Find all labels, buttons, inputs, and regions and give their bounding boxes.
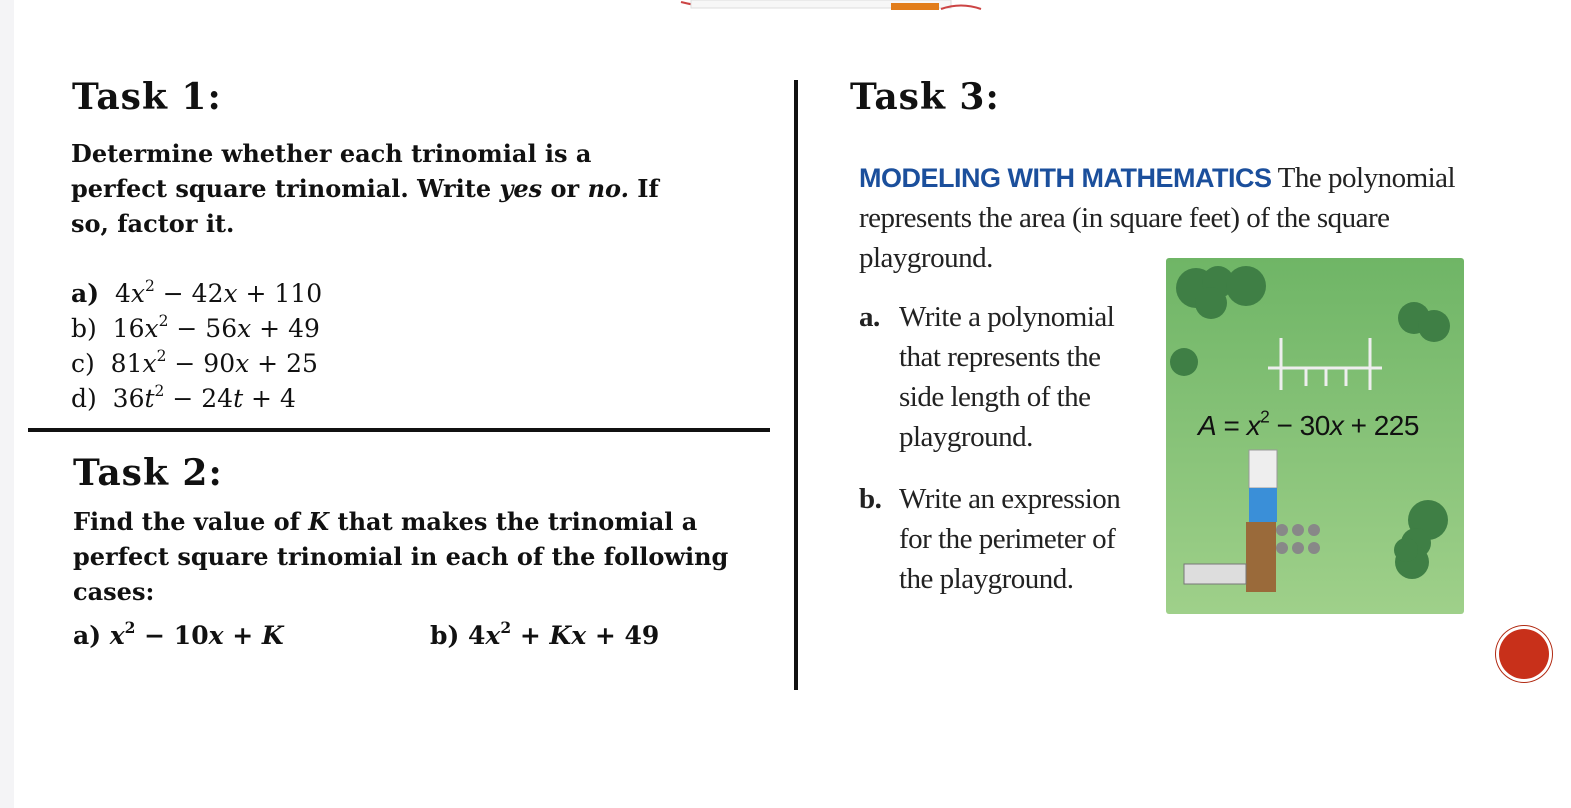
var: x	[130, 279, 145, 308]
item-label: b)	[71, 314, 97, 343]
area-term: − 30	[1269, 410, 1330, 441]
part-b-line: the playground.	[899, 563, 1074, 595]
task1-instr-line2	[71, 171, 771, 206]
task1-instr-line3: so, factor it.	[71, 209, 235, 238]
var: x	[208, 621, 224, 650]
coef: 4	[459, 621, 486, 650]
coef: 16	[112, 314, 145, 343]
exponent: 2	[156, 346, 167, 365]
term: + 25	[249, 349, 318, 378]
var: x	[571, 621, 587, 650]
task2-case-b	[430, 618, 659, 653]
part-b-line: Write an expression	[899, 483, 1121, 515]
task1-instr-yes: yes	[499, 174, 543, 203]
slide	[14, 0, 1571, 808]
area-eq: =	[1216, 410, 1247, 441]
var: x	[223, 279, 238, 308]
var: t	[144, 384, 155, 413]
var-K: K	[261, 621, 284, 650]
area-term: + 225	[1343, 410, 1419, 441]
horizontal-divider	[28, 428, 770, 432]
task1-item-a	[71, 276, 322, 311]
task3-intro-line1	[859, 158, 1459, 198]
task1-item-d	[71, 381, 296, 416]
exponent: 2	[500, 617, 512, 637]
coef: 36	[112, 384, 145, 413]
task2-case-a	[73, 618, 284, 653]
coef: 81	[110, 349, 143, 378]
exponent: 2	[144, 276, 155, 295]
term: + 49	[251, 314, 320, 343]
task1-title: Task 1:	[72, 76, 222, 118]
part-a-line: that represents the	[899, 341, 1101, 373]
task1-item-b	[71, 311, 320, 346]
area-A: A	[1198, 410, 1217, 441]
exponent: 2	[158, 311, 169, 330]
task2-title: Task 2:	[73, 452, 223, 494]
var-K: K	[549, 621, 572, 650]
task2-text: Find the value of	[73, 507, 309, 536]
term: + 4	[243, 384, 296, 413]
term: − 56	[168, 314, 238, 343]
task2-line1	[73, 504, 793, 539]
task1-instr-text: perfect square trinomial. Write	[71, 174, 500, 203]
vertical-divider	[794, 80, 798, 690]
task2-K: K	[308, 507, 330, 536]
item-label: a)	[71, 279, 100, 308]
task1-instructions	[71, 136, 771, 241]
task3-intro-line3: playground.	[859, 242, 993, 274]
exponent: 2	[124, 617, 136, 637]
var: t	[233, 384, 244, 413]
part-a-line: Write a polynomial	[899, 301, 1115, 333]
var: x	[109, 621, 125, 650]
term: − 90	[166, 349, 236, 378]
case-label: a)	[73, 621, 102, 650]
slide-navigation-button[interactable]	[1496, 626, 1552, 682]
task3-intro-text: The polynomial	[1271, 162, 1456, 194]
task3-title: Task 3:	[850, 76, 1000, 118]
part-a-text	[899, 297, 1114, 457]
area-formula-label	[1198, 406, 1419, 442]
var: x	[485, 621, 501, 650]
task1-instr-line1: Determine whether each trinomial is a	[71, 139, 592, 168]
task2-text: that makes the trinomial a	[329, 507, 698, 536]
area-x: x	[1246, 410, 1261, 441]
case-label: b)	[430, 621, 460, 650]
part-a-line: playground.	[899, 421, 1033, 453]
item-label: c)	[71, 349, 95, 378]
term: +	[223, 621, 262, 650]
task2-instructions	[73, 504, 793, 609]
term: +	[511, 621, 550, 650]
part-b-text	[899, 479, 1120, 599]
var: x	[237, 314, 252, 343]
coef: 4	[114, 279, 131, 308]
top-ornament-graphic	[671, 0, 983, 10]
term: + 110	[237, 279, 323, 308]
task2-line2: perfect square trinomial in each of the following	[73, 542, 729, 571]
term: − 42	[154, 279, 224, 308]
var: x	[144, 314, 159, 343]
area-x: x	[1329, 410, 1344, 441]
modeling-heading: MODELING WITH MATHEMATICS	[859, 163, 1272, 193]
item-label: d)	[71, 384, 97, 413]
area-exponent: 2	[1260, 406, 1270, 427]
term: − 24	[164, 384, 234, 413]
var: x	[142, 349, 157, 378]
part-a-label: a.	[859, 301, 880, 333]
task3-intro-line2: represents the area (in square feet) of the square	[859, 202, 1390, 234]
task1-instr-if: If	[628, 174, 659, 203]
task1-instr-no: no.	[587, 174, 629, 203]
task2-line3: cases:	[73, 577, 155, 606]
var: x	[235, 349, 250, 378]
part-b-line: for the perimeter of	[899, 523, 1116, 555]
task1-instr-or: or	[542, 174, 588, 203]
part-a-line: side length of the	[899, 381, 1091, 413]
task1-item-c	[71, 346, 318, 381]
part-b-label: b.	[859, 483, 882, 515]
exponent: 2	[154, 381, 165, 400]
term: − 10	[135, 621, 209, 650]
term: + 49	[586, 621, 660, 650]
